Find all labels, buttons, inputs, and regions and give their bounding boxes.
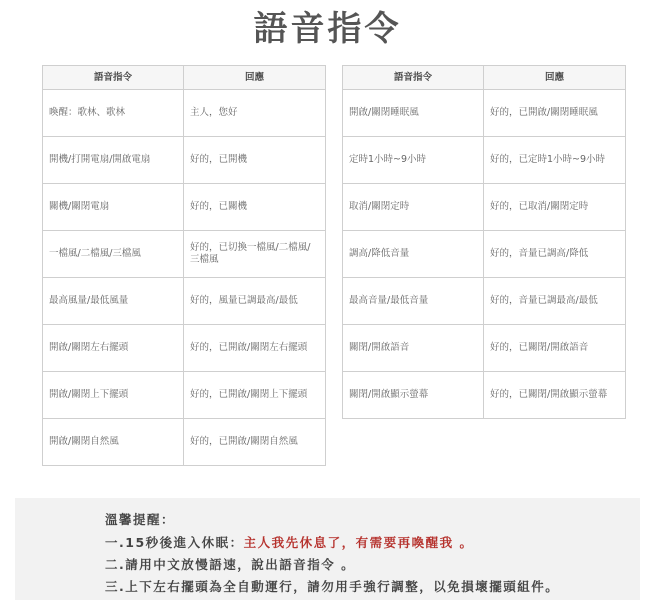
response-cell: 主人，您好 bbox=[184, 90, 326, 137]
response-cell: 好的，音量已調最高/最低 bbox=[484, 278, 626, 325]
command-cell: 開啟/關閉自然風 bbox=[43, 419, 184, 466]
reminder-line-1-highlight: 主人我先休息了，有需要再喚醒我 。 bbox=[243, 535, 474, 550]
table-row bbox=[43, 137, 326, 184]
response-cell: 好的，已開啟/關閉上下擺頭 bbox=[184, 372, 326, 419]
table-row bbox=[43, 419, 326, 466]
header-command: 語音指令 bbox=[343, 66, 484, 90]
command-cell: 取消/關閉定時 bbox=[343, 184, 484, 231]
table-row bbox=[343, 325, 626, 372]
response-cell: 好的，已取消/關閉定時 bbox=[484, 184, 626, 231]
response-cell: 好的，已切換一檔風/二檔風/三檔風 bbox=[184, 231, 326, 278]
reminder-line-2: 二.請用中文放慢語速，說出語音指令 。 bbox=[105, 557, 356, 572]
table-row bbox=[343, 184, 626, 231]
reminder-line-1 bbox=[105, 534, 474, 552]
reminder-box bbox=[15, 498, 640, 600]
table-header-row bbox=[343, 66, 626, 90]
table-row bbox=[43, 90, 326, 137]
table-row bbox=[343, 231, 626, 278]
table-header-row bbox=[43, 66, 326, 90]
command-cell: 一檔風/二檔風/三檔風 bbox=[43, 231, 184, 278]
response-cell: 好的，音量已調高/降低 bbox=[484, 231, 626, 278]
table-row bbox=[343, 278, 626, 325]
response-cell: 好的，已關閉/開啟語音 bbox=[484, 325, 626, 372]
response-cell: 好的，已開啟/關閉左右擺頭 bbox=[184, 325, 326, 372]
table-row bbox=[43, 325, 326, 372]
header-response: 回應 bbox=[184, 66, 326, 90]
reminder-line-3: 三.上下左右擺頭為全自動運行，請勿用手強行調整，以免損壞擺頭組件。 bbox=[105, 579, 560, 594]
command-cell: 開啟/關閉上下擺頭 bbox=[43, 372, 184, 419]
command-cell: 開機/打開電扇/開啟電扇 bbox=[43, 137, 184, 184]
command-cell: 調高/降低音量 bbox=[343, 231, 484, 278]
command-cell: 關機/關閉電扇 bbox=[43, 184, 184, 231]
response-cell: 好的，已關閉/開啟顯示螢幕 bbox=[484, 372, 626, 419]
table-row bbox=[343, 372, 626, 419]
command-cell: 開啟/關閉左右擺頭 bbox=[43, 325, 184, 372]
command-cell: 開啟/關閉睡眠風 bbox=[343, 90, 484, 137]
header-command: 語音指令 bbox=[43, 66, 184, 90]
response-cell: 好的，已開啟/關閉自然風 bbox=[184, 419, 326, 466]
table-row bbox=[343, 90, 626, 137]
command-cell: 關閉/開啟語音 bbox=[343, 325, 484, 372]
command-cell: 定時1小時~9小時 bbox=[343, 137, 484, 184]
voice-command-table-right bbox=[342, 65, 626, 419]
table-row bbox=[43, 231, 326, 278]
table-row bbox=[43, 372, 326, 419]
command-cell: 喚醒：歌林、歌林 bbox=[43, 90, 184, 137]
reminder-heading: 溫馨提醒： bbox=[105, 512, 176, 527]
response-cell: 好的，已開啟/關閉睡眠風 bbox=[484, 90, 626, 137]
command-cell: 最高風量/最低風量 bbox=[43, 278, 184, 325]
response-cell: 好的，已開機 bbox=[184, 137, 326, 184]
page-title: 語音指令 bbox=[253, 9, 402, 49]
command-cell: 關閉/開啟顯示螢幕 bbox=[343, 372, 484, 419]
response-cell: 好的，已關機 bbox=[184, 184, 326, 231]
command-cell: 最高音量/最低音量 bbox=[343, 278, 484, 325]
table-row bbox=[43, 278, 326, 325]
response-cell: 好的，風量已調最高/最低 bbox=[184, 278, 326, 325]
voice-command-table-left bbox=[42, 65, 326, 466]
reminder-line-1-prefix: 一.15秒後進入休眠： bbox=[105, 535, 244, 550]
header-response: 回應 bbox=[484, 66, 626, 90]
response-cell: 好的，已定時1小時~9小時 bbox=[484, 137, 626, 184]
table-row bbox=[343, 137, 626, 184]
table-row bbox=[43, 184, 326, 231]
